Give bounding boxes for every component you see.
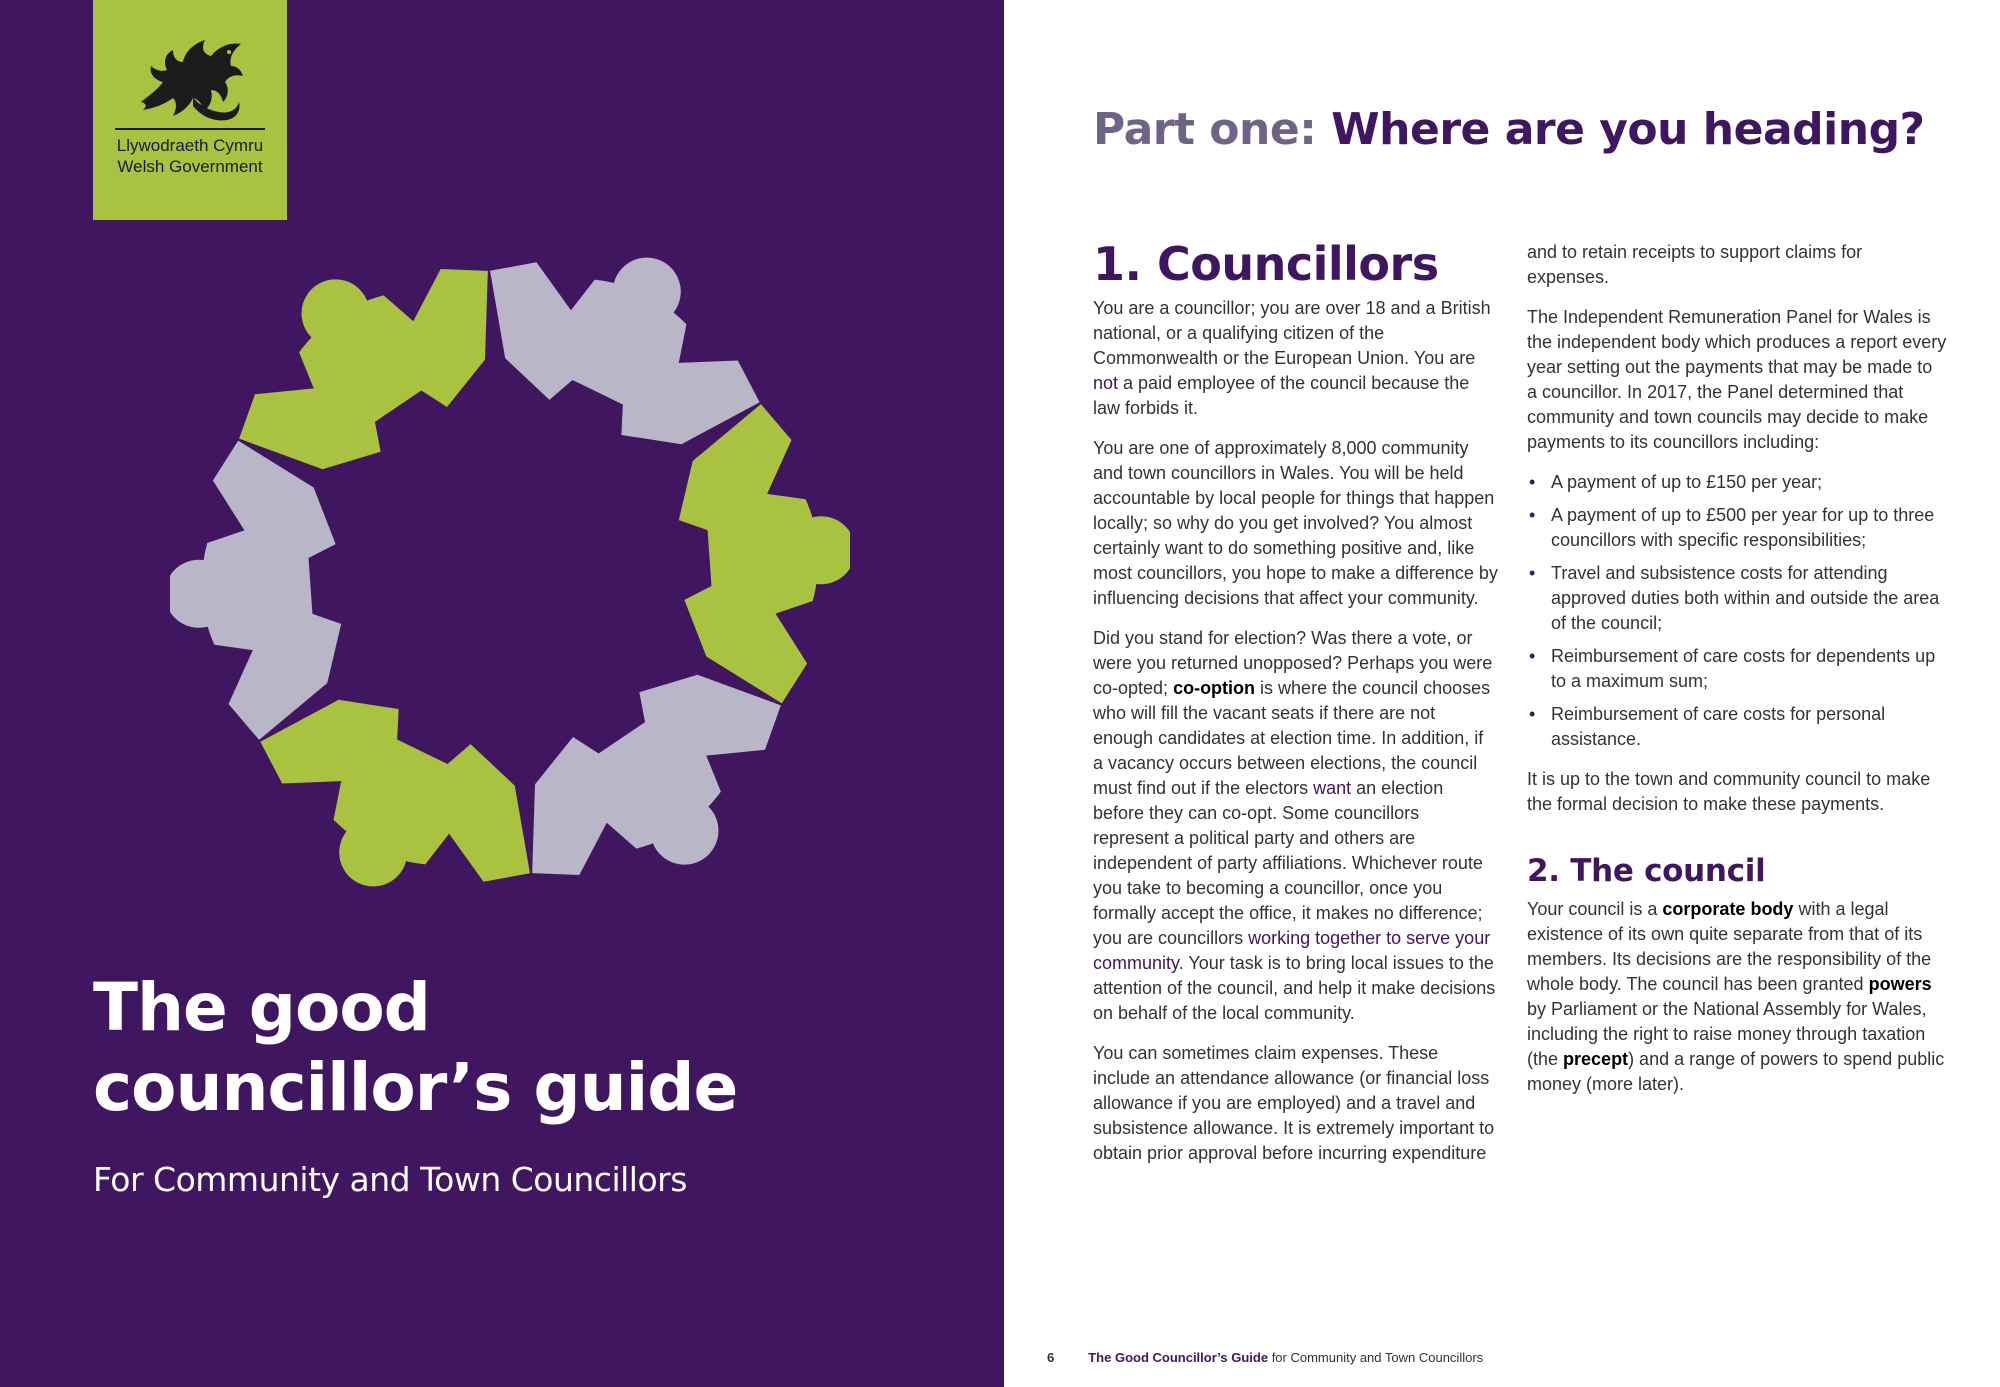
- text-run: is where the council chooses who will fill the vacant seats if there are not enough candidates at election time. In addition, if a vacancy occurs between elections, the council must find out if the electors: [1093, 678, 1491, 798]
- welsh-government-logo: [93, 0, 287, 220]
- logo-divider: [115, 128, 265, 130]
- text-column-left: [1093, 236, 1498, 1181]
- cover-subtitle: For Community and Town Councillors: [93, 1160, 687, 1199]
- term-co-option: co-option: [1173, 678, 1256, 698]
- paragraph-corporate-body: [1527, 897, 1947, 1097]
- cover-title-line1: The good: [93, 969, 430, 1046]
- page-heading-title: Where are you heading?: [1331, 104, 1925, 155]
- term-precept: precept: [1563, 1049, 1629, 1069]
- payments-list: [1527, 470, 1947, 752]
- paragraph-expenses: You can sometimes claim expenses. These include an attendance allowance (or financial loss allowance if you are employed) and a travel and subsistence allowance. It is extremely important to obtain prior approval before incurring expenditure: [1093, 1043, 1495, 1163]
- text-column-right: [1527, 240, 1947, 1112]
- page-heading: [1093, 104, 1925, 155]
- term-powers: powers: [1868, 974, 1932, 994]
- term-corporate-body: corporate body: [1662, 899, 1794, 919]
- cover-title: [93, 968, 737, 1128]
- emphasis-want: want: [1313, 778, 1352, 798]
- text-run: an election before they can co-opt. Some councillors represent a political party and others are independent of party affiliations. Whichever route you take to becoming a councillor, once you formally accept the office, it makes no difference; you are councillors: [1093, 778, 1483, 948]
- text-run: a paid employee of the council because the law forbids it.: [1093, 373, 1470, 418]
- list-item: • Reimbursement of care costs for personal assistance.: [1527, 702, 1947, 752]
- page-footer: [1047, 1350, 1483, 1365]
- text-run: Your council is a: [1527, 899, 1663, 919]
- welsh-dragon-icon: [133, 32, 247, 124]
- people-circle-icon: [170, 232, 850, 912]
- emphasis-working-together: working together to serve your community: [1093, 928, 1491, 973]
- paragraph-remuneration-panel: The Independent Remuneration Panel for Wales is the independent body which produces a report every year setting out the payments that may be made to a councillor. In 2017, the Panel determined that community and town councils may decide to make payments to its councillors including:: [1527, 307, 1947, 452]
- text-run: You are a councillor; you are over 18 and a British national, or a qualifying citizen of the Commonwealth or the European Union. You are: [1093, 298, 1491, 368]
- list-item: • A payment of up to £500 per year for up to three councillors with specific responsibilities;: [1527, 503, 1947, 553]
- paragraph-councillor-eligibility: [1093, 296, 1498, 421]
- text-run: ) and a range of powers to spend public money (more later).: [1527, 1049, 1945, 1094]
- list-item: • Travel and subsistence costs for attending approved duties both within and outside the area of the council;: [1527, 561, 1947, 636]
- page-number: 6: [1047, 1350, 1055, 1365]
- paragraph-number-of-councillors: You are one of approximately 8,000 community and town councillors in Wales. You will be held accountable by local people for things that happen locally; so why do you get involved? You almost certainly want to do something positive and, like most councillors, you hope to make a difference by influencing decisions that affect your community.: [1093, 438, 1498, 608]
- figure-lime-2: [671, 398, 850, 709]
- paragraph-council-decision: It is up to the town and community council to make the formal decision to make these payments.: [1527, 769, 1931, 814]
- text-run: . Your task is to bring local issues to the attention of the council, and help it make decisions on behalf of the local community.: [1093, 953, 1496, 1023]
- text-run: Did you stand for election? Was there a vote, or were you returned unopposed? Perhaps you were co-opted;: [1093, 628, 1493, 698]
- section-title-the-council: 2. The council: [1527, 853, 1766, 889]
- paragraph-expenses-continued: and to retain receipts to support claims for expenses.: [1527, 242, 1863, 287]
- logo-text-welsh: Llywodraeth Cymru: [116, 136, 264, 155]
- emphasis-not: not: [1093, 373, 1119, 393]
- footer-title-bold: The Good Councillor’s Guide: [1088, 1350, 1269, 1365]
- paragraph-election-cooption: [1093, 626, 1498, 1026]
- figure-grey-3: [170, 434, 349, 745]
- text-run: by Parliament or the National Assembly for Wales, including the right to raise money through taxation (the: [1527, 999, 1927, 1069]
- text-run: with a legal existence of its own quite separate from that of its members. Its decisions are the responsibility of the whole body. The council has been granted: [1527, 899, 1932, 994]
- list-item: • A payment of up to £150 per year;: [1527, 470, 1947, 495]
- logo-text-english: Welsh Government: [117, 157, 263, 176]
- list-item: • Reimbursement of care costs for dependents up to a maximum sum;: [1527, 644, 1947, 694]
- section-title-councillors: 1. Councillors: [1093, 237, 1439, 291]
- footer-title-rest: for Community and Town Councillors: [1268, 1350, 1484, 1365]
- cover-title-line2: councillor’s guide: [93, 1049, 738, 1126]
- page-heading-part: Part one:: [1093, 104, 1317, 155]
